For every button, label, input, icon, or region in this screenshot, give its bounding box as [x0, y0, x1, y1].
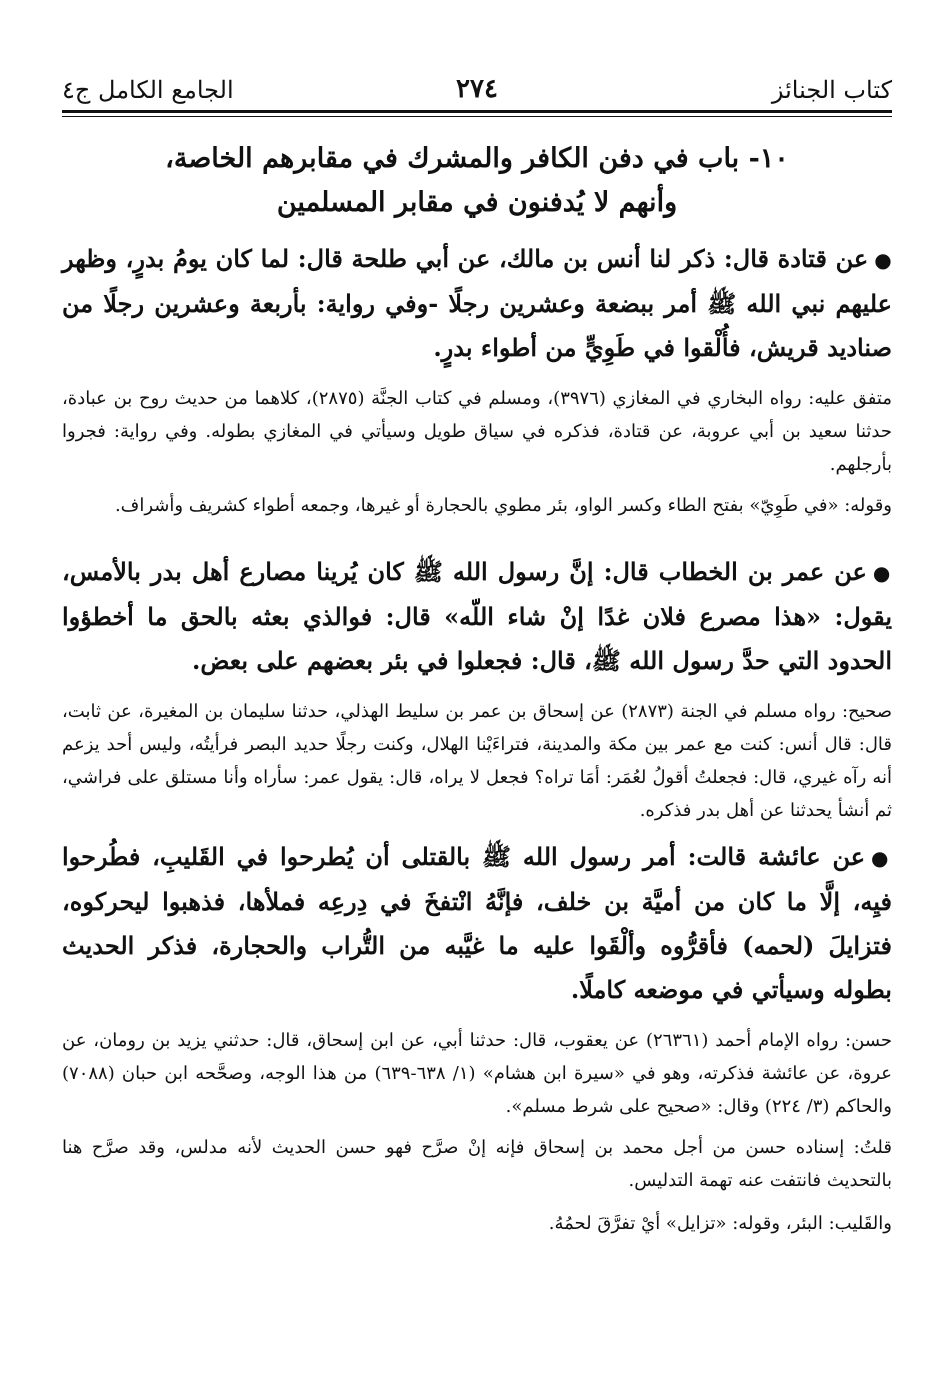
- hadith-1: [62, 237, 892, 370]
- header-rule-thick: [62, 110, 892, 113]
- hadith-3-text: عن عائشة قالت: أمر رسول الله ﷺ بالقتلى أن يُطرحوا في القَليبِ، فطُرحوا فيِه، إلَّا ما كان من أميَّة بن خلف، فإنَّهُ انْتفخَ في دِرعِه فملأها، فذهبوا ليحركوه، فتزايلَ (لحمه) فأقرُّوه وألْقَوا عليه ما غيَّبه من التُّراب والحجارة، فذكر الحديث بطوله وسيأتي في موضعه كاملًا.: [62, 842, 892, 1004]
- chapter-title: [62, 137, 892, 225]
- collection-title: الجامع الكامل ج٤: [62, 76, 234, 104]
- hadith-2-text: عن عمر بن الخطاب قال: إنَّ رسول الله ﷺ كان يُرينا مصارع أهل بدر بالأمس، يقول: «هذا مصرع فلان غدًا إنْ شاء اللّه» قال: فوالذي بعثه بالحق ما أخطؤوا الحدود التي حدَّ رسول الله ﷺ، قال: فجعلوا في بئر بعضهم على بعض.: [62, 557, 893, 675]
- book-title: كتاب الجنائز: [771, 76, 892, 104]
- note-2: قلتُ: إسناده حسن من أجل محمد بن إسحاق فإنه إنْ صرَّح فهو حسن الحديث لأنه مدلس، وقد صرَّح هنا بالتحديث فانتفت عنه تهمة التدليس.: [62, 1137, 892, 1191]
- hadith-2: [62, 550, 892, 683]
- running-header: [62, 60, 892, 108]
- page: [62, 60, 892, 1250]
- takhrij-2: صحيح: رواه مسلم في الجنة (٢٨٧٣) عن إسحاق بن عمر بن سليط الهذلي، حدثنا سليمان بن المغيرة، عن ثابت، قال: قال أنس: كنت مع عمر بين مكة والمدينة، فتراءَيْنا الهلال، وكنت رجلًا حديد البصر فرأيتُه، وليس أحد يزعم أنه رآه غيري، قال: فجعلتُ أقولُ لعُمَر: أمَا تراه؟ فجعل لا يراه، قال: يقول عمر: سأراه وأنا مستلق على فراشي، ثم أنشأ يحدثنا عن أهل بدر فذكره.: [62, 701, 892, 821]
- chapter-title-line-2: وأنهم لا يُدفنون في مقابر المسلمين: [276, 187, 678, 218]
- bullet-icon: ●: [871, 846, 892, 870]
- takhrij-3: حسن: رواه الإمام أحمد (٢٦٣٦١) عن يعقوب، قال: حدثنا أبي، عن ابن إسحاق، قال: حدثني يزيد بن رومان، عن عروة، عن عائشة فذكرته، وهو في «سيرة ابن هشام» (١/ ٦٣٨-٦٣٩) من هذا الوجه، وصحَّحه ابن حبان (٧٠٨٨) والحاكم (٣/ ٢٢٤) وقال: «صحيح على شرط مسلم».: [62, 1030, 893, 1117]
- bullet-icon: ●: [874, 248, 893, 272]
- page-number: ٢٧٤: [456, 74, 498, 104]
- takhrij-1: متفق عليه: رواه البخاري في المغازي (٣٩٧٦)، ومسلم في كتاب الجنَّة (٢٨٧٥)، كلاهما من حديث روح بن عبادة، حدثنا سعيد بن أبي عروبة، عن قتادة، فذكره في سياق طويل وسيأتي في المغازي بطوله. وفي رواية: فجروا بأرجلهم.: [62, 388, 892, 475]
- hadith-3: [62, 835, 892, 1012]
- hadith-1-text: عن قتادة قال: ذكر لنا أنس بن مالك، عن أبي طلحة قال: لما كان يومُ بدرٍ، وظهر عليهم نبي الله ﷺ أمر ببضعة وعشرين رجلًا -وفي رواية: بأربعة وعشرين رجلًا من صناديد قريش، فأُلْقوا في طَوِيٍّ من أطواء بدرٍ.: [62, 244, 892, 362]
- header-rule-thin: [62, 116, 892, 117]
- note-1: وقوله: «في طَوِيّ» بفتح الطاء وكسر الواو، بئر مطوي بالحجارة أو غيرها، وجمعه أطواء كشريف وأشراف.: [114, 495, 892, 516]
- bullet-icon: ●: [872, 561, 893, 585]
- note-3: والقَليب: البئر، وقوله: «تزايل» أيْ تفرَّقَ لحمُهُ.: [548, 1213, 892, 1234]
- chapter-title-line-1: ١٠- باب في دفن الكافر والمشرك في مقابرهم الخاصة،: [165, 143, 789, 174]
